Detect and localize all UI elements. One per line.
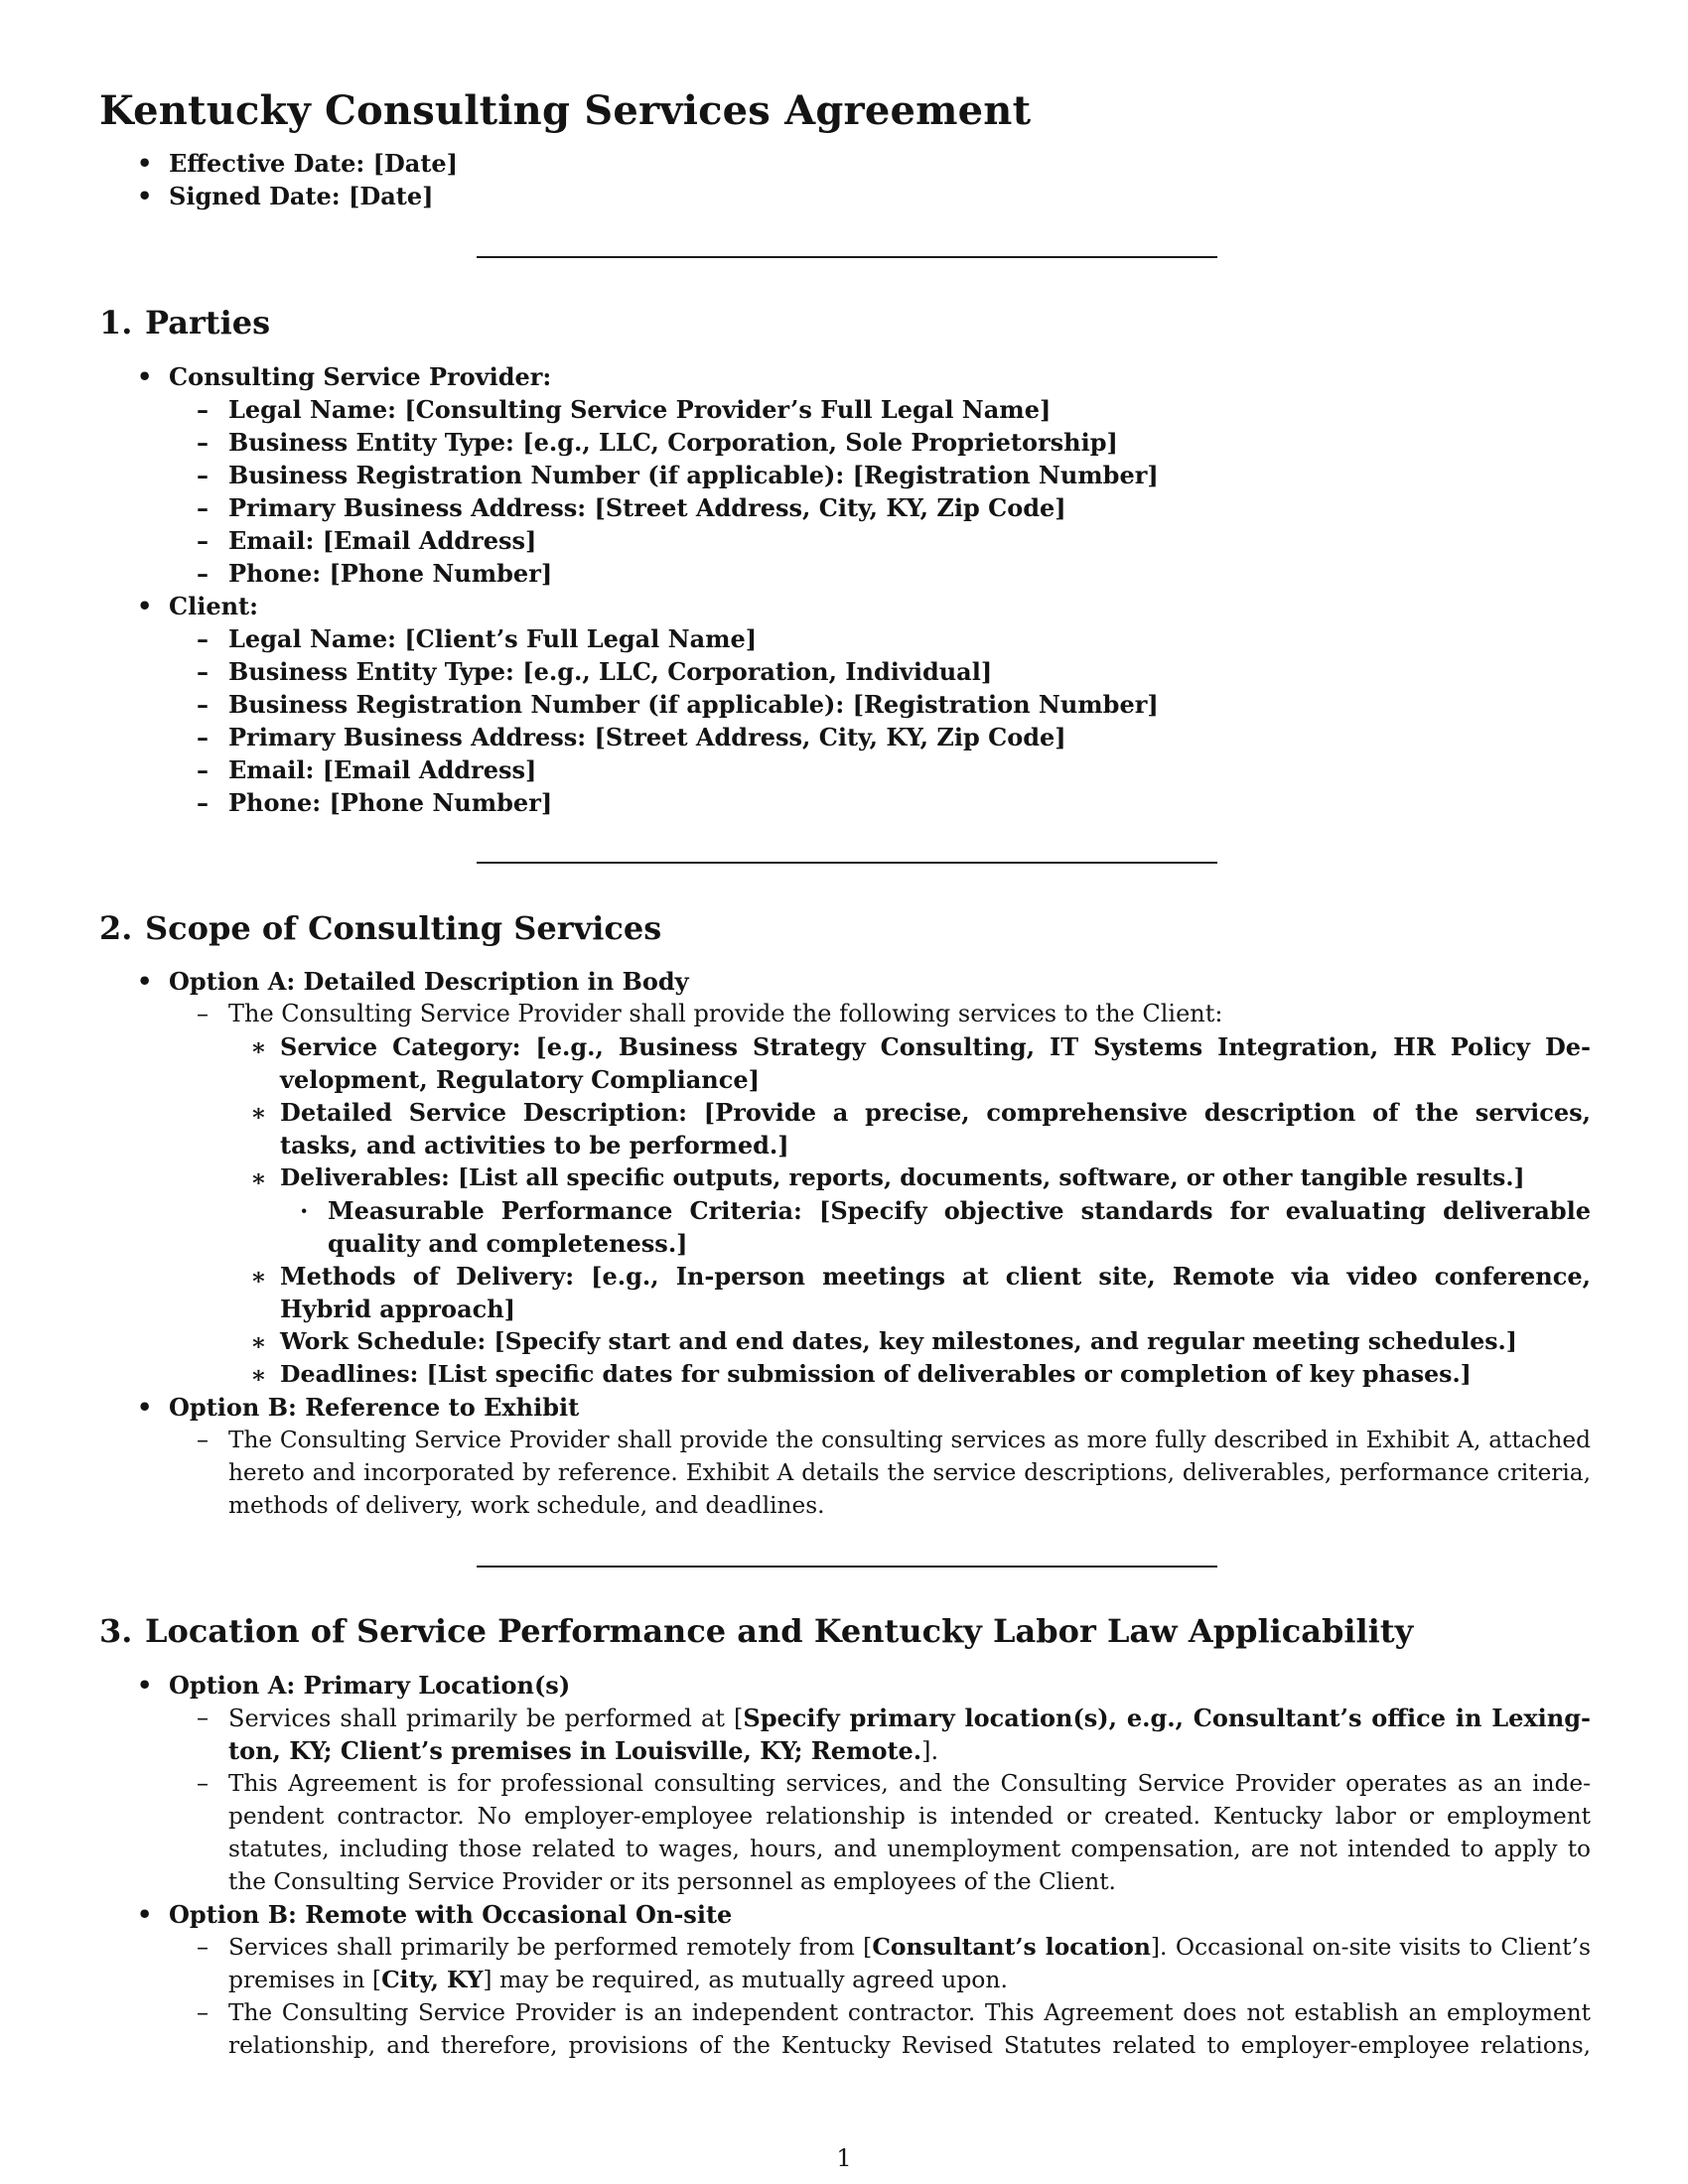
list-item-text: Measurable Performance Criteria: [Specify objective standards for evaluating deliverable	[328, 1196, 1591, 1225]
list-item-text: The Consulting Service Provider shall provide the consulting services as more fully described in Exhibit A, attached	[228, 1427, 1591, 1453]
list-item-text: hereto and incorporated by reference. Exhibit A details the service descriptions, deliverables, performance criteria,	[228, 1459, 1591, 1486]
list-item-text: methods of delivery, work schedule, and deadlines.	[228, 1492, 825, 1519]
list-item-text: pendent contractor. No employer-employee relationship is intended or created. Kentucky labor or employment	[228, 1803, 1591, 1830]
divider	[477, 862, 1217, 864]
list-item-text: statutes, including those related to wages, hours, and unemployment compensation, are not intended to apply to	[228, 1836, 1591, 1862]
list-item-text: Methods of Delivery: [e.g., In-person meetings at client site, Remote via video conference,	[280, 1262, 1591, 1291]
list-item-text: relationship, and therefore, provisions of the Kentucky Revised Statutes related to employer-employee relations,	[228, 2032, 1591, 2059]
list-item-text: Services shall primarily be performed remotely from [Consultant’s location]. Occasional on-site visits to Client’s	[228, 1933, 1591, 1961]
list-item-text: Detailed Service Description: [Provide a precise, comprehensive description of the services,	[280, 1098, 1591, 1127]
document-page: Kentucky Consulting Services Agreement • Effective Date: [Date] • Signed Date: [Date] 1. Parties • Consulting Service Provider: – Legal Name: [Consulting Service Provider’s Full Legal Name] – Business Entity Type: [e.g., LLC, Corporation, Sole Proprietorship] – Business Registration Number (if applicable): [Registration Number] – Primary Business Address: [Street Address, City, KY, Zip Code] – Email: [Email Address] – Phone: [Phone Number] • Client: – Legal Name: [Client’s Full Legal Name] – Business Entity Type: [e.g., LLC, Corporation, Individual] – Business Registration Number (if applicable): [Registration Number] – Primary Business Address: [Street Address, City, KY, Zip Code] – Email: [Email Address] – Phone: [Phone Number] 2. Scope of Consulting Services • Option A: Detailed Description in Body – The Consulting Service Provider shall provide the following services to the Client: ∗ Service Category: [e.g., Business Strategy Consulting, IT Systems Integration, HR Policy De- velopment, Regulatory Compliance] ∗ Detailed Service Description: [Provide a precise, comprehensive description of the services, tasks, and activities to be performed.] ∗ Deliverables: [List all specific outputs, reports, documents, software, or other tangible results.] · Measurable Performance Criteria: [Specify objective standards for evaluating deliverable quality and completeness.] ∗ Methods of Delivery: [e.g., In-person meetings at client site, Remote via video conference, Hybrid approach] ∗ Work Schedule: [Specify start and end dates, key milestones, and regular meeting schedules.] ∗ Deadlines: [List specific dates for submission of deliverables or completion of key phases.] • Option B: Reference to Exhibit – The Consulting Service Provider shall provide the consulting services as more fully described in Exhibit A, attached hereto and incorporated by reference. Exhibit A details the service descriptions, deliverables, performance criteria, methods of delivery, work schedule, and deadlines. 3. Location of Service Performance and Kentucky Labor Law Applicability • Option A: Primary Location(s) – Services shall primarily be performed at [Specify primary location(s), e.g., Consultant’s office in Lexing- ton, KY; Client’s premises in Louisville, KY; Remote.]. – This Agreement is for professional consulting services, and the Consulting Service Provider operates as an inde- pendent contractor. No employer-employee relationship is intended or created. Kentucky labor or employment statutes, including those related to wages, hours, and unemployment compensation, are not intended to apply to the Consulting Service Provider or its personnel as employees of the Client. • Option B: Remote with Occasional On-site – Services shall primarily be performed remotely from [Consultant’s location]. Occasional on-site visits to Client’s premises in [City, KY] may be required, as mutually agreed upon. – The Consulting Service Provider is an independent contractor. This Agreement does not establish an employment relationship, and therefore, provisions of the Kentucky Revised Statutes related to employer-employee relations, 1	[0, 0, 1688, 2184]
list-item-text: This Agreement is for professional consulting services, and the Consulting Service Provider operates as an inde-	[228, 1770, 1591, 1797]
list-item-text: quality and completeness.]	[328, 1229, 688, 1258]
list-item-text: Services shall primarily be performed at [Specify primary location(s), e.g., Consultant’s office in Lexing-	[228, 1704, 1591, 1732]
list-item-text: Deadlines: [List specific dates for submission of deliverables or completion of key phases.]	[280, 1360, 1472, 1388]
list-item-text: tasks, and activities to be performed.]	[280, 1131, 789, 1160]
divider	[477, 256, 1217, 258]
document-title: Kentucky Consulting Services Agreement	[99, 87, 1032, 134]
list-item-text: Hybrid approach]	[280, 1295, 516, 1323]
divider	[477, 1566, 1217, 1568]
list-item-text: ton, KY; Client’s premises in Louisville, KY; Remote.].	[228, 1736, 939, 1765]
section-heading: 2. Scope of Consulting Services	[99, 909, 662, 947]
section-heading: 1. Parties	[99, 304, 271, 341]
list-item-text: Deliverables: [List all specific outputs, reports, documents, software, or other tangible results.]	[280, 1163, 1525, 1191]
list-item-text: The Consulting Service Provider is an independent contractor. This Agreement does not establish an employment	[228, 1999, 1591, 2026]
list-item-text: velopment, Regulatory Compliance]	[280, 1065, 760, 1094]
page-number: 1	[836, 2144, 852, 2172]
section-heading: 3. Location of Service Performance and Kentucky Labor Law Applicability	[99, 1612, 1414, 1650]
list-item-text: Service Category: [e.g., Business Strategy Consulting, IT Systems Integration, HR Policy De-	[280, 1032, 1591, 1061]
list-item-text: Work Schedule: [Specify start and end dates, key milestones, and regular meeting schedules.]	[280, 1327, 1517, 1355]
list-item-text: premises in [City, KY] may be required, as mutually agreed upon.	[228, 1966, 1008, 1993]
list-item-text: the Consulting Service Provider or its personnel as employees of the Client.	[228, 1868, 1116, 1895]
